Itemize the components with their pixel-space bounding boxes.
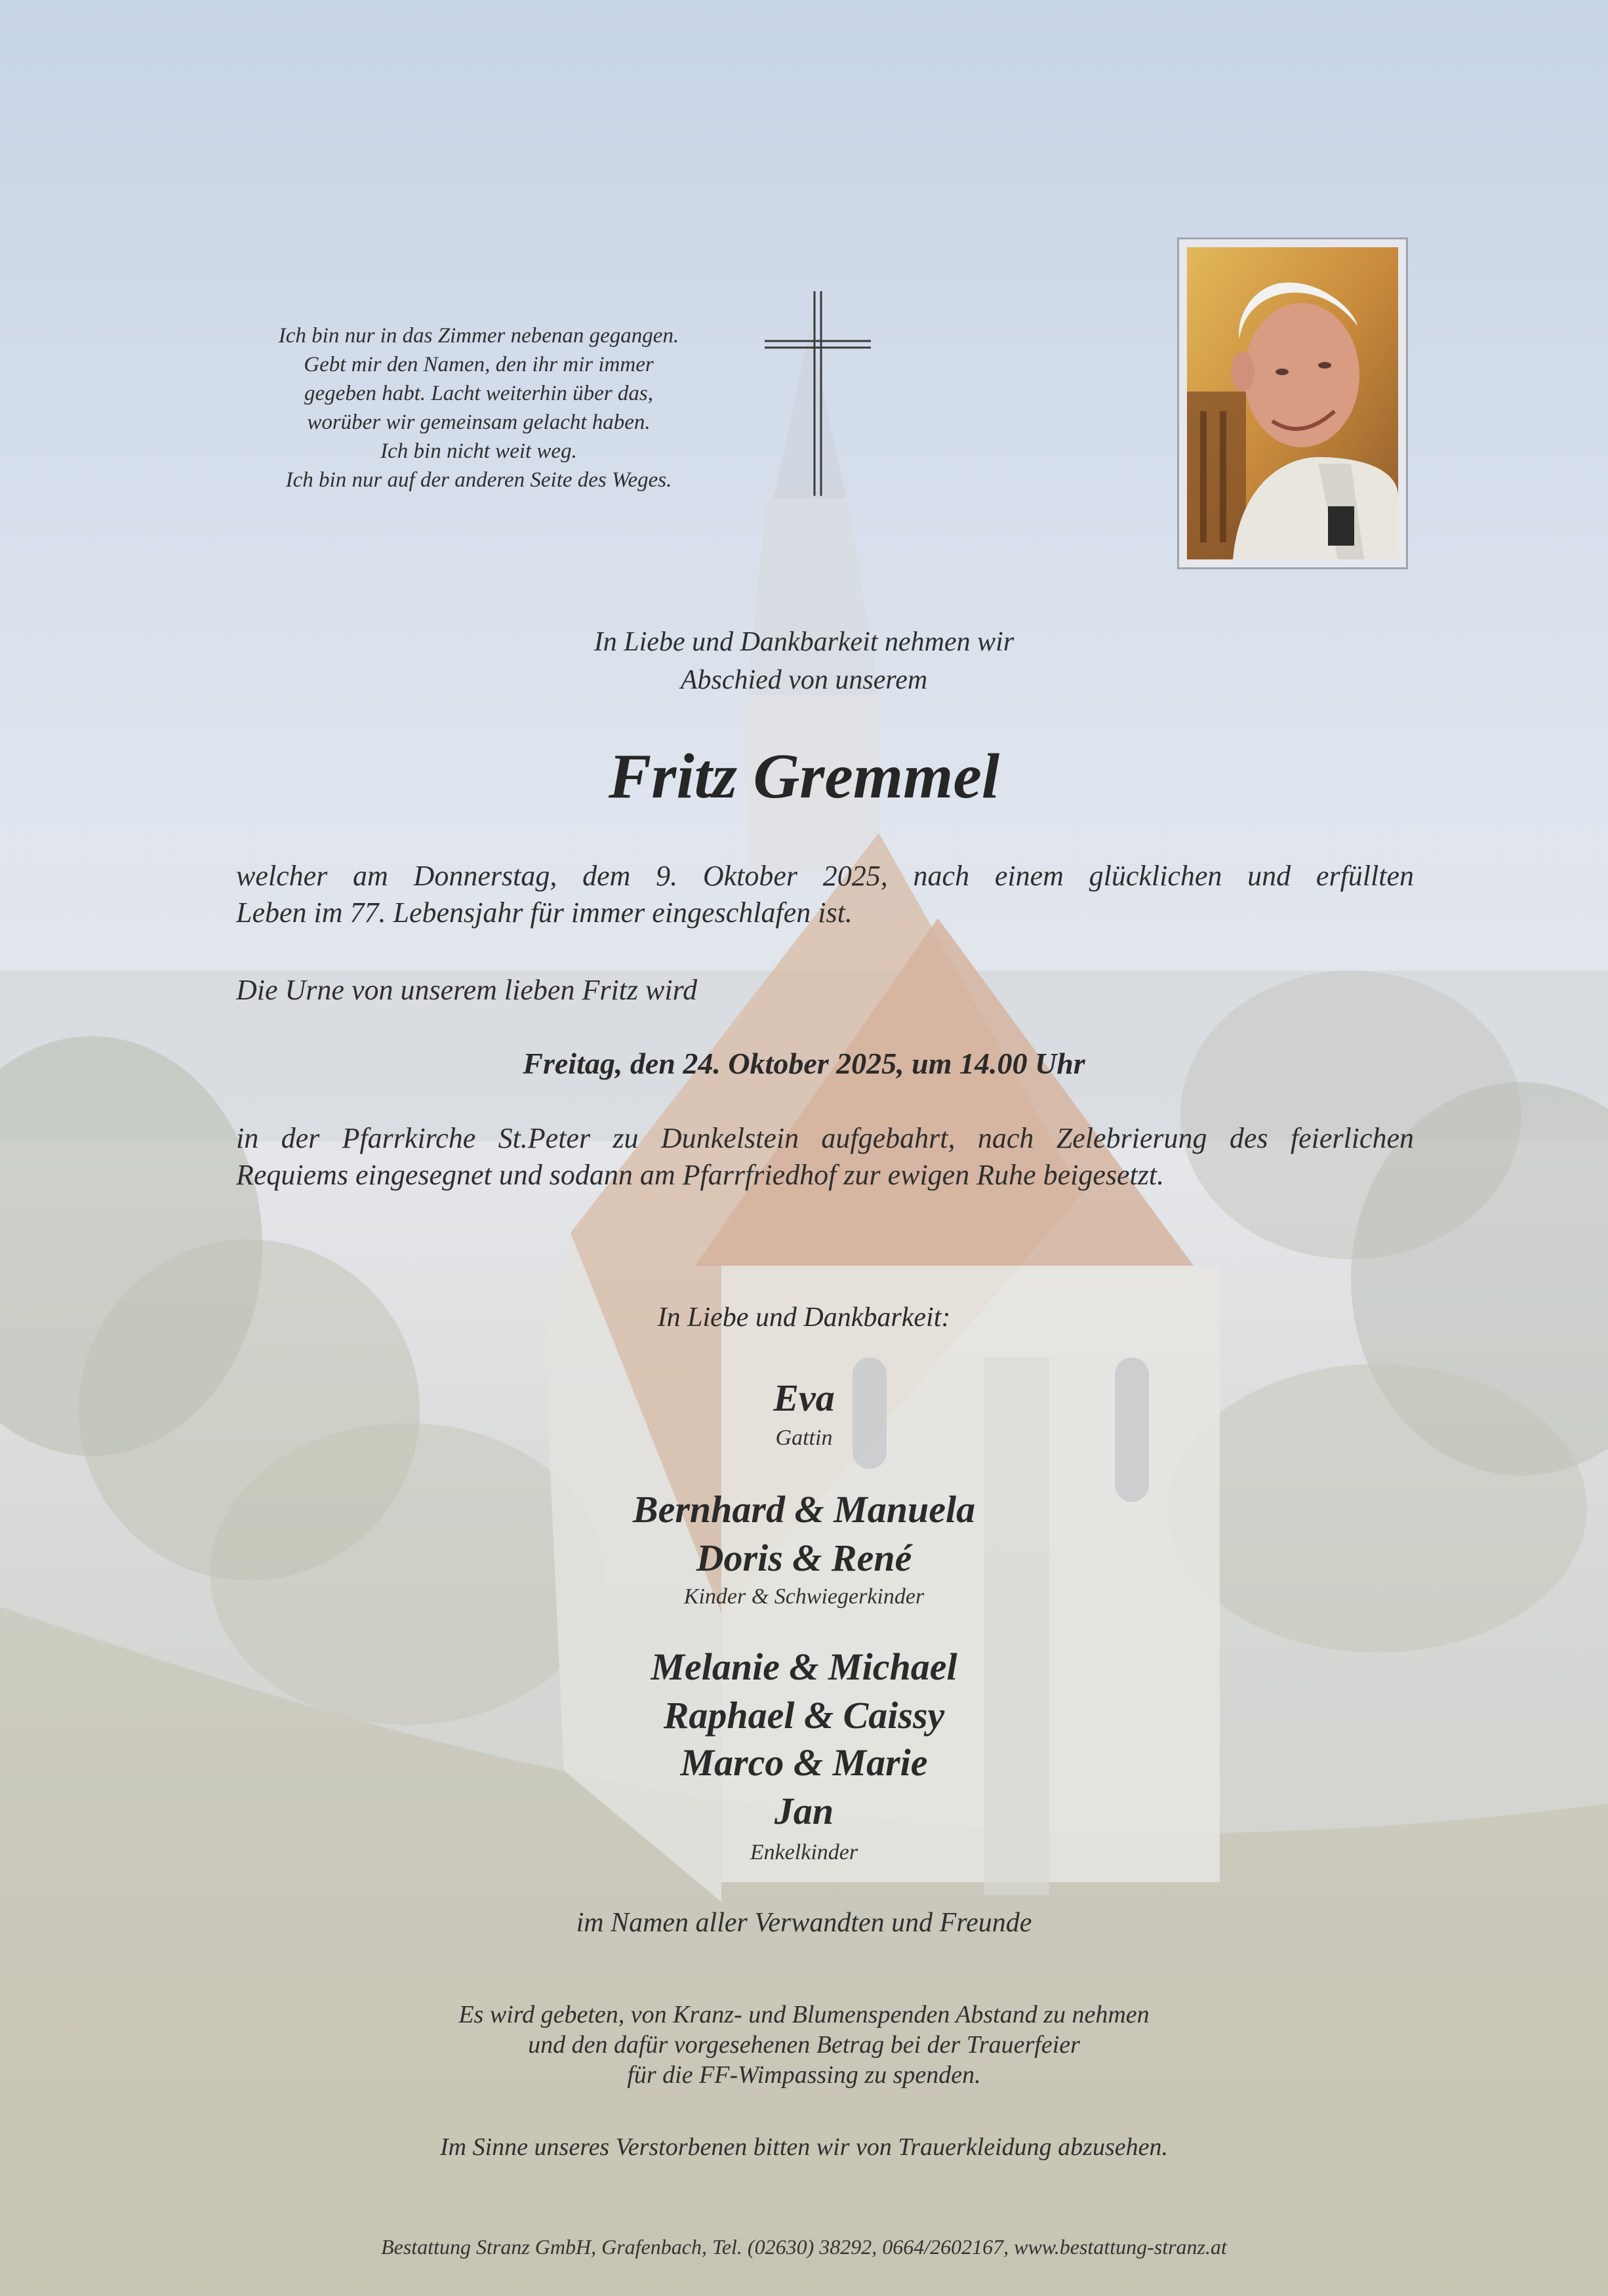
poem-line: gegeben habt. Lacht weiterhin über das, xyxy=(304,382,653,405)
grandchild-names: Jan xyxy=(774,1790,834,1832)
grandchild-names: Melanie & Michael xyxy=(651,1645,957,1688)
poem-line: worüber wir gemeinsam gelacht haben. xyxy=(307,411,651,434)
funeral-home-footer: Bestattung Stranz GmbH, Grafenbach, Tel. (02630) 38292, 0664/2602167, www.bestattung-stranz.at xyxy=(381,2235,1227,2259)
poem-line: Ich bin nur in das Zimmer nebenan gegangen. xyxy=(278,324,679,348)
children-role: Kinder & Schwiegerkinder xyxy=(683,1584,925,1609)
mourners-closing: im Namen aller Verwandten und Freunde xyxy=(576,1908,1032,1938)
spouse-name: Eva xyxy=(773,1377,835,1419)
intro-line: In Liebe und Dankbarkeit nehmen wir xyxy=(593,627,1015,657)
dress-note: Im Sinne unseres Verstorbenen bitten wir von Trauerkleidung abzusehen. xyxy=(440,2133,1168,2161)
portrait-photo-frame xyxy=(1177,237,1408,569)
grandchild-names: Raphael & Caissy xyxy=(663,1694,945,1737)
ceremony-details-line: in der Pfarrkirche St.Peter zu Dunkelstein aufgebahrt, nach Zelebrierung des feierlichen xyxy=(236,1122,1414,1154)
poem-line: Ich bin nicht weit weg. xyxy=(380,439,577,463)
cross-icon xyxy=(765,291,871,496)
death-notice-line: welcher am Donnerstag, dem 9. Oktober 2025, nach einem glücklichen und erfüllten xyxy=(236,860,1414,892)
portrait-photo xyxy=(1187,247,1398,559)
intro-line: Abschied von unserem xyxy=(680,665,928,695)
grandchild-names: Marco & Marie xyxy=(680,1741,928,1784)
poem-line: Ich bin nur auf der anderen Seite des Weges. xyxy=(285,468,672,492)
donation-note-line: für die FF-Wimpassing zu spenden. xyxy=(627,2061,981,2089)
donation-note-line: und den dafür vorgesehenen Betrag bei der Trauerfeier xyxy=(528,2031,1080,2059)
child-names: Doris & René xyxy=(696,1537,912,1579)
mourners-heading: In Liebe und Dankbarkeit: xyxy=(657,1302,951,1333)
child-names: Bernhard & Manuela xyxy=(632,1488,976,1531)
death-notice-line: Leben im 77. Lebensjahr für immer eingeschlafen ist. xyxy=(236,896,853,929)
poem-line: Gebt mir den Namen, den ihr mir immer xyxy=(304,353,654,376)
deceased-name: Fritz Gremmel xyxy=(608,741,1000,812)
ceremony-date: Freitag, den 24. Oktober 2025, um 14.00 Uhr xyxy=(523,1047,1085,1080)
spouse-role: Gattin xyxy=(775,1426,833,1450)
death-notice xyxy=(236,858,1414,931)
donation-note-line: Es wird gebeten, von Kranz- und Blumenspenden Abstand zu nehmen xyxy=(458,2001,1150,2028)
grandchildren-role: Enkelkinder xyxy=(750,1840,858,1864)
ceremony-details-line: Requiems eingesegnet und sodann am Pfarrfriedhof zur ewigen Ruhe beigesetzt. xyxy=(236,1159,1165,1191)
urn-intro: Die Urne von unserem lieben Fritz wird xyxy=(236,974,698,1006)
poem xyxy=(190,321,767,494)
intro-text xyxy=(0,623,1608,699)
ceremony-details xyxy=(236,1120,1414,1194)
